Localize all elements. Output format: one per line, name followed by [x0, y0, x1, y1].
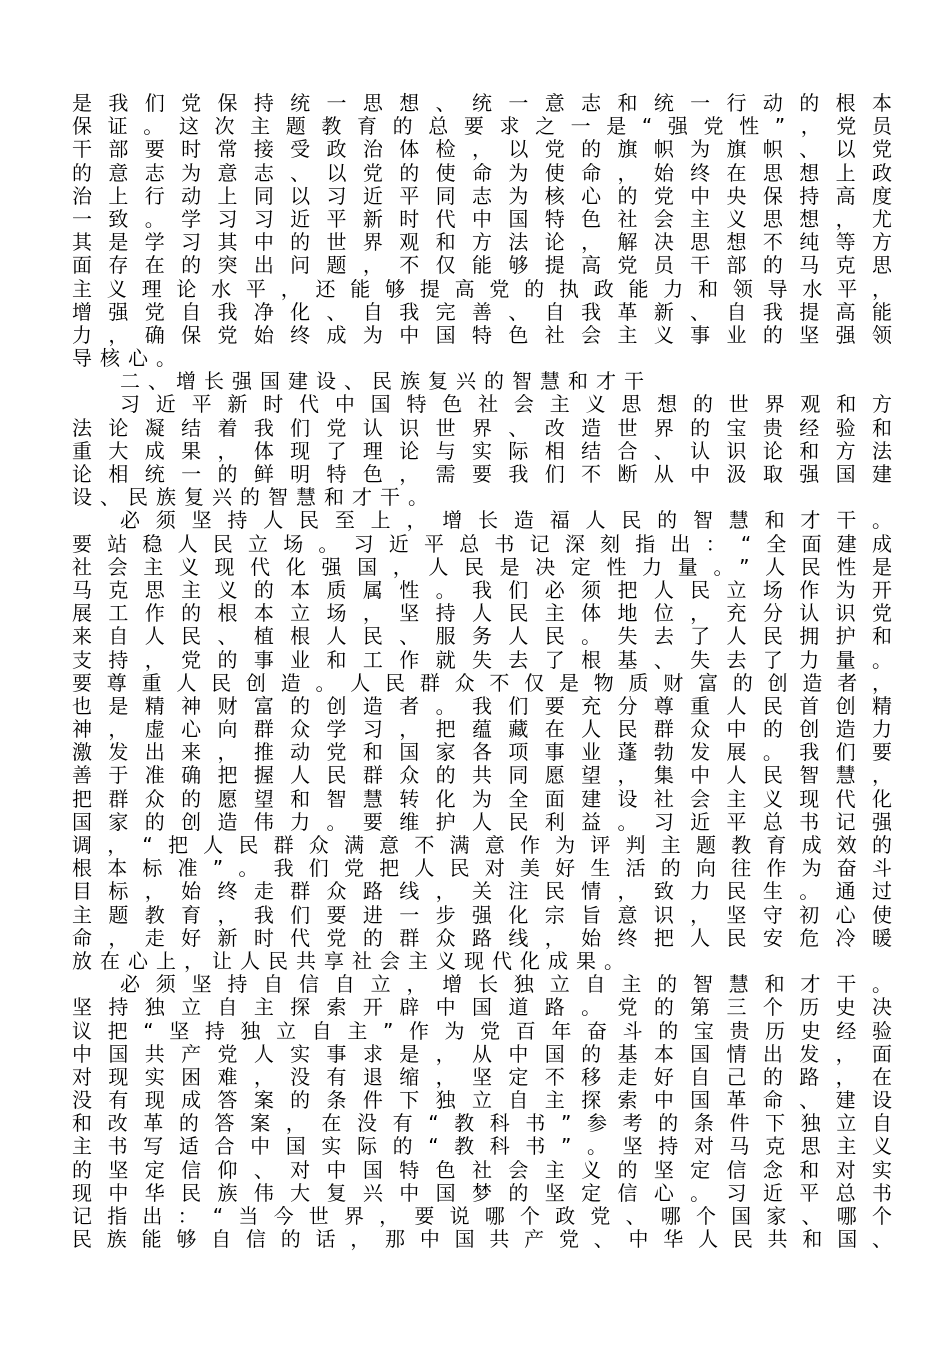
- text-line: 没有现成答案的条件下独立自主探索中国革命、建设: [72, 1089, 892, 1113]
- text-line: 干部要时常接受政治体检，以党的旗帜为旗帜、以党: [72, 138, 892, 162]
- text-line: 和改革的答案，在没有“教科书”参考的条件下独立自: [72, 1112, 892, 1136]
- text-line: 善于准确把握人民群众的共同愿望，集中人民智慧，: [72, 764, 892, 788]
- text-line: 命，走好新时代党的群众路线，始终把人民安危冷暖: [72, 926, 892, 950]
- text-line: 支持，党的事业和工作就失去了根基、失去了力量。: [72, 648, 892, 672]
- text-line: 中国共产党人实事求是，从中国的基本国情出发，面: [72, 1042, 892, 1066]
- text-line: 治上行动上同以习近平同志为核心的党中央保持高度: [72, 184, 892, 208]
- text-line: 记指出：“当今世界，要说哪个政党、哪个国家、哪个: [72, 1205, 892, 1228]
- paragraph-lead: 必须坚持人民至上，增长造福人民的智慧和才干。: [120, 509, 892, 533]
- text-line: 主义理论水平，还能够提高党的执政能力和领导水平，: [72, 277, 892, 301]
- text-line: 社会主义现代化强国，人民是决定性力量。”人民性是: [72, 555, 892, 579]
- text-line: 对现实困难，没有退缩，坚定不移走好自己的路，在: [72, 1065, 892, 1089]
- text-line: 主题教育，我们要进一步强化宗旨意识，坚守初心使: [72, 903, 892, 927]
- text-line: 重大成果，体现了理论与实际相结合、认识论和方法: [72, 439, 892, 463]
- text-line: 是我们党保持统一思想、统一意志和统一行动的根本: [72, 92, 892, 115]
- text-line: 坚持独立自主探索开辟中国道路。党的第三个历史决: [72, 996, 892, 1020]
- text-line: 设、民族复兴的智慧和才干。: [72, 486, 436, 510]
- text-line: 议把“坚持独立自主”作为党百年奋斗的宝贵历史经验: [72, 1019, 892, 1043]
- text-line: 主书写适合中国实际的“教科书”。坚持对马克思主义: [72, 1135, 892, 1159]
- text-line: 增强党自我净化、自我完善、自我革新、自我提高能: [72, 300, 892, 324]
- text-line: 的坚定信仰、对中国特色社会主义的坚定信念和对实: [72, 1158, 892, 1182]
- text-line: 民族能够自信的话，那中国共产党、中华人民共和国、: [72, 1228, 892, 1252]
- text-line: 调，“把人民群众满意不满意作为评判主题教育成效的: [72, 834, 892, 857]
- text-line: 把群众的愿望和智慧转化为全面建设社会主义现代化: [72, 787, 892, 811]
- text-line: 要站稳人民立场。习近平总书记深刻指出：“全面建成: [72, 532, 892, 556]
- text-line: 神，虚心向群众学习，把蕴藏在人民群众中的创造力: [72, 718, 892, 742]
- text-line: 放在心上，让人民共享社会主义现代化成果。: [72, 949, 632, 973]
- section-heading: 二、增长强国建设、民族复兴的智慧和才干: [120, 370, 652, 394]
- text-line: 马克思主义的本质属性。我们必须把人民立场作为开: [72, 578, 892, 602]
- text-line: 的意志为意志、以党的使命为使命，始终在思想上政: [72, 161, 892, 185]
- text-line: 展工作的根本立场，坚持人民主体地位，充分认识党: [72, 602, 892, 626]
- text-line: 其是学习其中的世界观和方法论，解决思想不纯等方: [72, 231, 892, 255]
- text-line: 根本标准”。我们党把人民对美好生活的向往作为奋斗: [72, 857, 892, 881]
- text-line: 面存在的突出问题，不仅能够提高党员干部的马克思: [72, 254, 892, 278]
- text-line: 保证。这次主题教育的总要求之一是“强党性”，党员: [72, 115, 892, 139]
- text-line: 力，确保党始终成为中国特色社会主义事业的坚强领: [72, 323, 892, 347]
- body-text: [72, 92, 892, 1251]
- text-line: 导核心。: [72, 347, 184, 371]
- text-line: 来自人民、植根人民、服务人民。失去了人民拥护和: [72, 625, 892, 649]
- text-line: 激发出来，推动党和国家各项事业蓬勃发展。我们要: [72, 741, 892, 765]
- text-line: 国家的创造伟力。要维护人民利益。习近平总书记强: [72, 810, 892, 834]
- text-line: 法论凝结着我们党认识世界、改造世界的宝贵经验和: [72, 416, 892, 440]
- text-line: 也是精神财富的创造者。我们要充分尊重人民首创精: [72, 694, 892, 718]
- text-line: 习近平新时代中国特色社会主义思想的世界观和方: [120, 393, 892, 417]
- text-line: 目标，始终走群众路线，关注民情，致力民生。通过: [72, 880, 892, 904]
- text-line: 现中华民族伟大复兴中国梦的坚定信心。习近平总书: [72, 1181, 892, 1205]
- paragraph-lead: 必须坚持自信自立，增长独立自主的智慧和才干。: [120, 973, 892, 997]
- text-line: 一致。学习习近平新时代中国特色社会主义思想，尤: [72, 207, 892, 231]
- text-line: 要尊重人民创造。人民群众不仅是物质财富的创造者，: [72, 671, 892, 695]
- text-line: 论相统一的鲜明特色，需要我们不断从中汲取强国建: [72, 463, 892, 486]
